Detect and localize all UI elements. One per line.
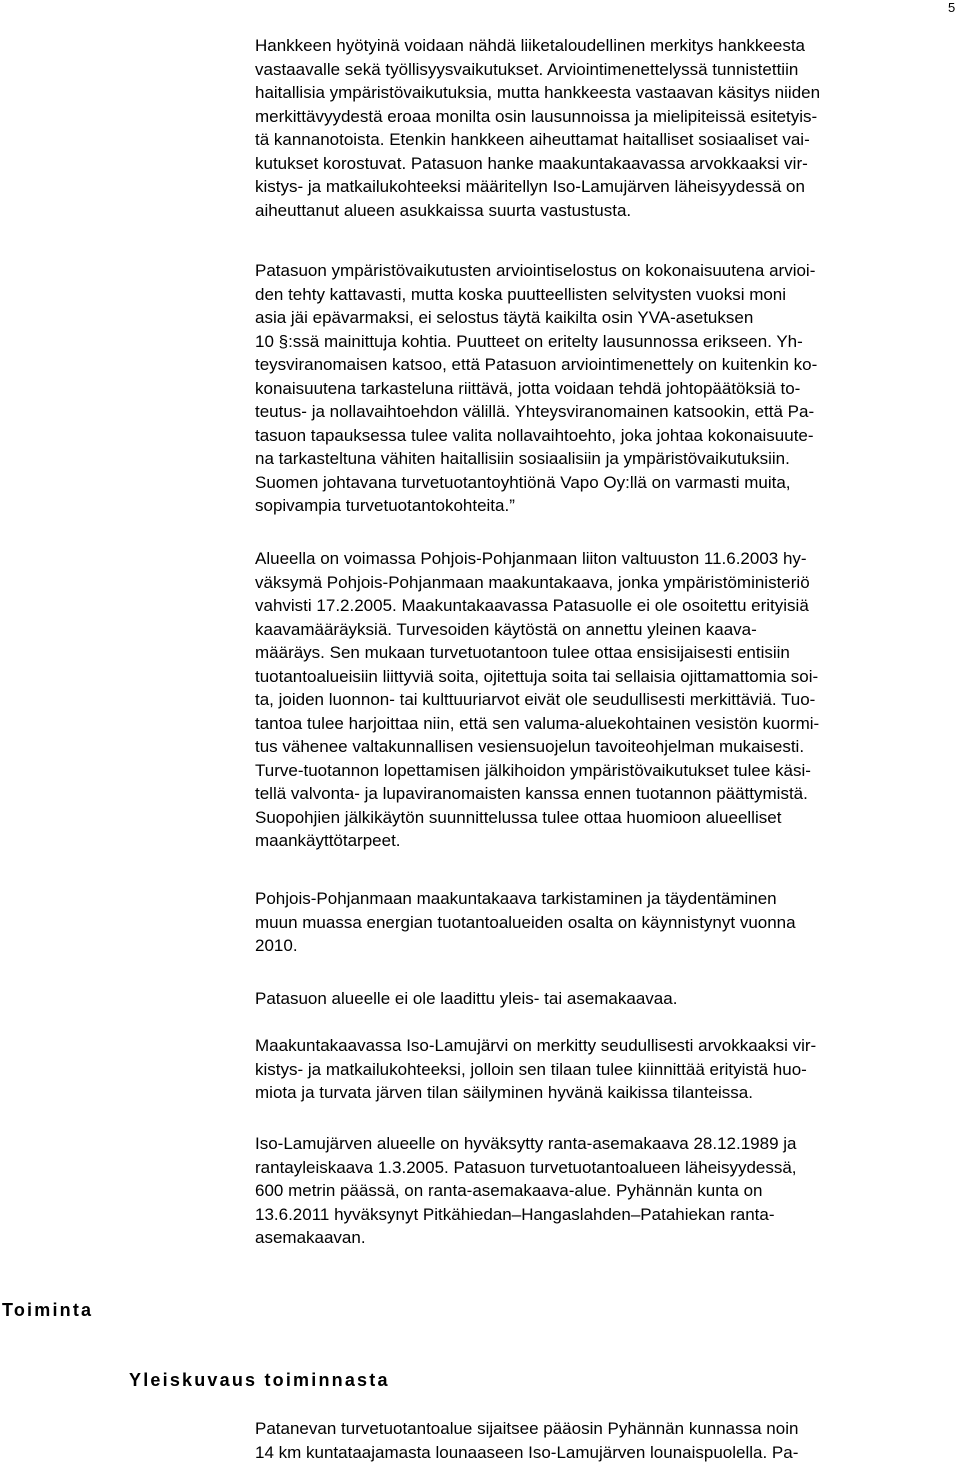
- paragraph-lake-recreation: Maakuntakaavassa Iso-Lamujärvi on merkitty seudullisesti arvokkaaksi vir- kistys- ja matkailukohteeksi, jolloin sen tilaan tulee kiinnittää erityistä huo- miota ja turvata järven tilan säilyminen hyvänä kaikissa tilanteissa.: [255, 1036, 817, 1102]
- paragraph-plan-revision: Pohjois-Pohjanmaan maakuntakaava tarkistaminen ja täydentäminen muun muassa energian tuotantoalueiden osalta on käynnistynyt vuonna 2010.: [255, 889, 796, 955]
- paragraph-project-benefits: Hankkeen hyötyinä voidaan nähdä liiketaloudellinen merkitys hankkeesta vastaavalle sekä työllisyysvaikutukset. Arviointimenettelyssä tunnistettiin haitallisia ympäristövaikutuksia, mutta hankkeesta vastaavan käsitys niiden merkittävyydestä eroaa monilta osin lausunnoissa ja mielipiteissä esitetyis- tä kannanotoista. Etenkin hankkeen aiheuttamat haitalliset sosiaaliset vai- kutukset korostuvat. Patasuon hanke maakuntakaavassa arvokkaaksi vir- kistys- ja matkailukohteeksi määritellyn Iso-Lamujärven läheisyydessä on aiheuttanut alueen asukkaissa suurta vastustusta.: [255, 36, 821, 220]
- page-number: 5: [948, 0, 956, 15]
- subsection-heading: Yleiskuvaus toiminnasta: [129, 1370, 390, 1390]
- section-heading: Toiminta: [2, 1300, 94, 1320]
- paragraph-site-location: Patanevan turvetuotantoalue sijaitsee pääosin Pyhännän kunnassa noin 14 km kuntataajamasta lounaaseen Iso-Lamujärven lounaispuolella. Pa-: [255, 1419, 799, 1462]
- paragraph-shore-plans: Iso-Lamujärven alueelle on hyväksytty ranta-asemakaava 28.12.1989 ja rantayleiskaava 1.3.2005. Patasuon turvetuotantoalueen läheisyydessä, 600 metrin päässä, on ranta-asemakaava-alue. Pyhännän kunta on 13.6.2011 hyväksynyt Pitkähiedan–Hangaslahden–Patahiekan ranta- asemakaavan.: [255, 1134, 797, 1247]
- paragraph-regional-plan: Alueella on voimassa Pohjois-Pohjanmaan liiton valtuuston 11.6.2003 hy- väksymä Pohjois-Pohjanmaan maakuntakaava, jonka ympäristöministeriö vahvisti 17.2.2005. Maakuntakaavassa Patasuolle ei ole osoitettu erityisiä kaavamääräyksiä. Turvesoiden käytöstä on annettu yleinen kaava- määräys. Sen mukaan turvetuotantoon tulee ottaa ensisijaisesti entisiin tuotantoalueisiin liittyviä soita, ojitettuja soita tai sellaisia ojittamattomia soi- ta, joiden luonnon- tai kulttuuriarvot eivät ole seudullisesti merkittäviä. Tuo- tantoa tulee harjoittaa niin, että sen valuma-aluekohtainen vesistön kuormi- tus vähenee valtakunnallisen vesiensuojelun tavoiteohjelman mukaisesti. Turve-tuotannon lopettamisen jälkihoidon ympäristövaikutukset tulee käsi- tellä valvonta- ja lupaviranomaisten kanssa ennen tuotannon päättymistä. Suopohjien jälkikäytön suunnittelussa tulee ottaa huomioon alueelliset maankäyttötarpeet.: [255, 549, 820, 850]
- paragraph-assessment-conclusion: Patasuon ympäristövaikutusten arviointiselostus on kokonaisuutena arvioi- den tehty kattavasti, mutta koska puutteellisten selvitysten vuoksi moni asia jäi epävarmaksi, ei selostus täytä kaikilta osin YVA-asetuksen 10 §:ssä mainittuja kohtia. Puutteet on eritelty lausunnossa erikseen. Yh- teysviranomaisen katsoo, että Patasuon arviointimenettely on kuitenkin ko- konaisuutena tarkasteluna riittävä, jotta voidaan tehdä johtopäätöksiä to- teutus- ja nollavaihtoehdon välillä. Yhteysviranomainen katsookin, että Pa- tasuon tapauksessa tulee valita nollavaihtoehto, joka johtaa kokonaisuute- na tarkasteltuna vähiten haitallisiin sosiaalisiin ja ympäristövaikutuksiin. Suomen johtavana turvetuotantoyhtiönä Vapo Oy:llä on varmasti muita, sopivampia turvetuotantokohteita.”: [255, 261, 818, 515]
- paragraph-no-local-plan: Patasuon alueelle ei ole laadittu yleis- tai asemakaavaa.: [255, 989, 678, 1008]
